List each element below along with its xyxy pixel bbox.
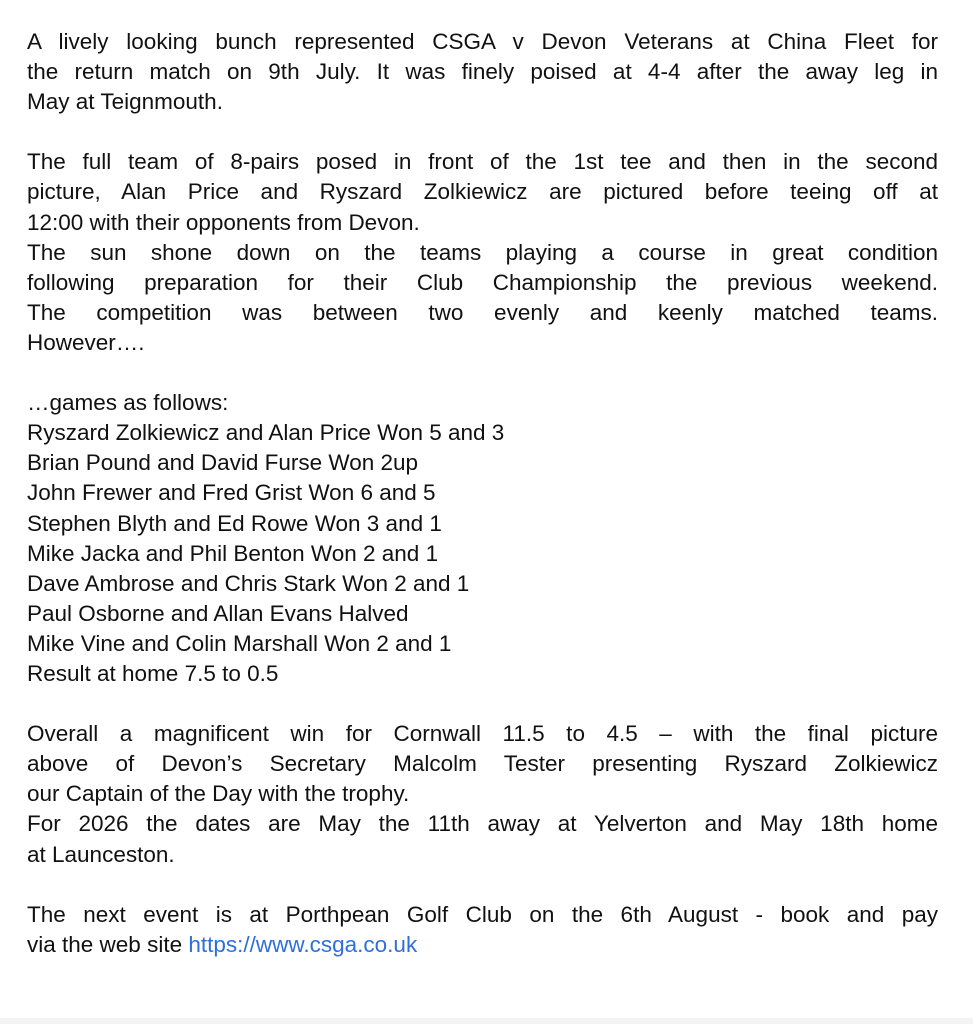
sun-line: following preparation for their Club Championship the previous weekend. xyxy=(27,269,938,295)
game-result: John Frewer and Fred Grist Won 6 and 5 xyxy=(27,480,436,506)
intro-line: the return match on 9th July. It was finely poised at 4-4 after the away leg in xyxy=(27,59,938,85)
overall-line: our Captain of the Day with the trophy. xyxy=(27,781,410,807)
sun-paragraph xyxy=(27,238,938,358)
team-paragraph xyxy=(27,147,938,237)
intro-paragraph xyxy=(27,27,938,117)
games-heading: …games as follows: xyxy=(27,390,229,416)
sun-line: However…. xyxy=(27,329,145,355)
sun-line: The competition was between two evenly and keenly matched teams. xyxy=(27,299,938,325)
paragraph-gap xyxy=(27,689,938,719)
website-link[interactable]: https://www.csga.co.uk xyxy=(188,931,418,957)
game-result: Ryszard Zolkiewicz and Alan Price Won 5 and 3 xyxy=(27,420,505,446)
game-result: Brian Pound and David Furse Won 2up xyxy=(27,450,419,476)
game-result: Stephen Blyth and Ed Rowe Won 3 and 1 xyxy=(27,510,442,536)
team-line: The full team of 8-pairs posed in front of the 1st tee and then in the second xyxy=(27,149,938,175)
paragraph-gap xyxy=(27,358,938,388)
overall-line: Overall a magnificent win for Cornwall 11.5 to 4.5 – with the final picture xyxy=(27,721,938,747)
next-event-line: The next event is at Porthpean Golf Club on the 6th August - book and pay xyxy=(27,901,938,927)
intro-line: May at Teignmouth. xyxy=(27,89,223,115)
overall-line: above of Devon’s Secretary Malcolm Tester presenting Ryszard Zolkiewicz xyxy=(27,751,938,777)
games-list xyxy=(27,388,938,689)
home-result: Result at home 7.5 to 0.5 xyxy=(27,660,279,686)
game-result: Mike Jacka and Phil Benton Won 2 and 1 xyxy=(27,540,439,566)
intro-line: A lively looking bunch represented CSGA v Devon Veterans at China Fleet for xyxy=(27,29,938,54)
dates-line: For 2026 the dates are May the 11th away at Yelverton and May 18th home xyxy=(27,811,938,837)
overall-paragraph xyxy=(27,719,938,809)
dates-paragraph xyxy=(27,809,938,869)
game-result: Paul Osborne and Allan Evans Halved xyxy=(27,600,409,626)
next-event-paragraph xyxy=(27,900,938,960)
team-line: 12:00 with their opponents from Devon. xyxy=(27,209,420,235)
dates-line: at Launceston. xyxy=(27,841,175,867)
page-bottom-strip xyxy=(0,1018,973,1024)
next-event-prefix: via the web site xyxy=(27,931,189,957)
next-event-line xyxy=(27,930,938,960)
game-result: Mike Vine and Colin Marshall Won 2 and 1 xyxy=(27,630,452,656)
game-result: Dave Ambrose and Chris Stark Won 2 and 1 xyxy=(27,570,470,596)
paragraph-gap xyxy=(27,117,938,147)
paragraph-gap xyxy=(27,870,938,900)
sun-line: The sun shone down on the teams playing a course in great condition xyxy=(27,239,938,265)
team-line: picture, Alan Price and Ryszard Zolkiewicz are pictured before teeing off at xyxy=(27,179,938,205)
